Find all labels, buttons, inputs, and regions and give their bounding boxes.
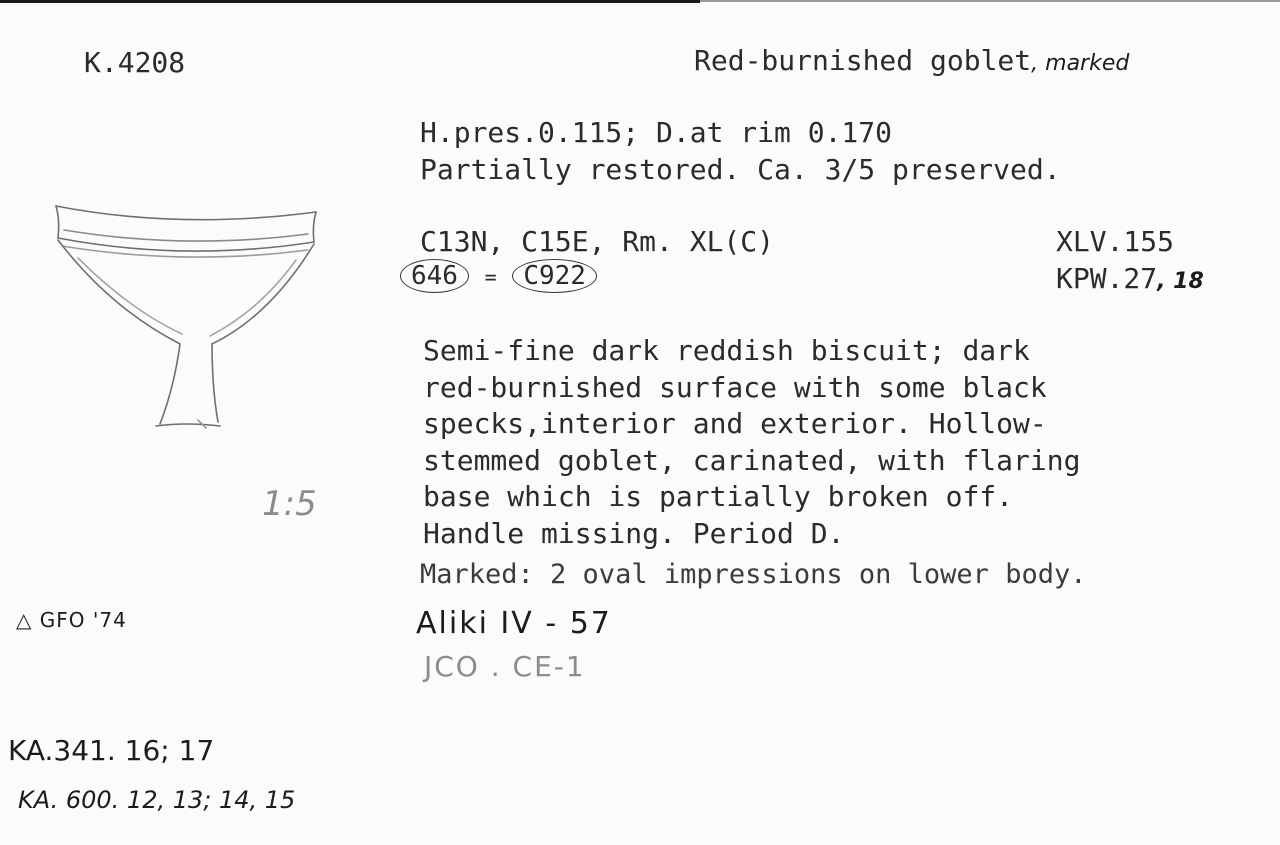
reference-1: XLV.155 xyxy=(1056,225,1175,258)
card-top-edge xyxy=(0,0,700,3)
catalog-number: K.4208 xyxy=(84,46,186,79)
description-line: stemmed goblet, carinated, with flaring xyxy=(423,443,1081,477)
description-block xyxy=(423,333,1080,552)
inventory-number-circled: C922 xyxy=(512,259,597,293)
aliki-annotation: Aliki IV - 57 xyxy=(416,606,612,641)
title-line xyxy=(694,43,1129,83)
reference-2: KPW.27 xyxy=(1056,262,1158,295)
description-line: base which is partially broken off. xyxy=(423,480,1014,513)
description-line: Handle missing. Period D. xyxy=(423,516,845,550)
description-line: Semi-fine dark reddish biscuit; dark xyxy=(423,334,1030,367)
reference-2-annotation: , 18 xyxy=(1157,269,1204,294)
card-top-edge-faint xyxy=(700,0,1280,2)
lot-line xyxy=(400,258,597,296)
description-line: specks,interior and exterior. Hollow- xyxy=(423,407,1047,440)
lot-number-circled: 646 xyxy=(400,259,469,293)
dimensions-line-2: Partially restored. Ca. 3/5 preserved. xyxy=(420,153,1061,186)
gfo-annotation: △ GFO '74 xyxy=(16,608,127,632)
marked-line: Marked: 2 oval impressions on lower body. xyxy=(420,559,1087,590)
jco-annotation: JCO . CE-1 xyxy=(424,650,586,683)
description-line: red-burnished surface with some black xyxy=(423,370,1047,404)
ka-341-annotation: KA.341. 16; 17 xyxy=(8,734,215,767)
scale-annotation: 1:5 xyxy=(262,484,317,524)
goblet-sketch xyxy=(50,198,330,438)
findspot-line: C13N, C15E, Rm. XL(C) xyxy=(420,225,775,258)
equals-sign: = xyxy=(484,265,497,289)
dimensions-line-1: H.pres.0.115; D.at rim 0.170 xyxy=(420,116,893,149)
ka-600-annotation: KA. 600. 12, 13; 14, 15 xyxy=(18,786,296,814)
object-title: Red-burnished goblet xyxy=(694,44,1032,77)
title-annotation: , marked xyxy=(1031,51,1130,76)
reference-2-line xyxy=(1056,261,1204,301)
